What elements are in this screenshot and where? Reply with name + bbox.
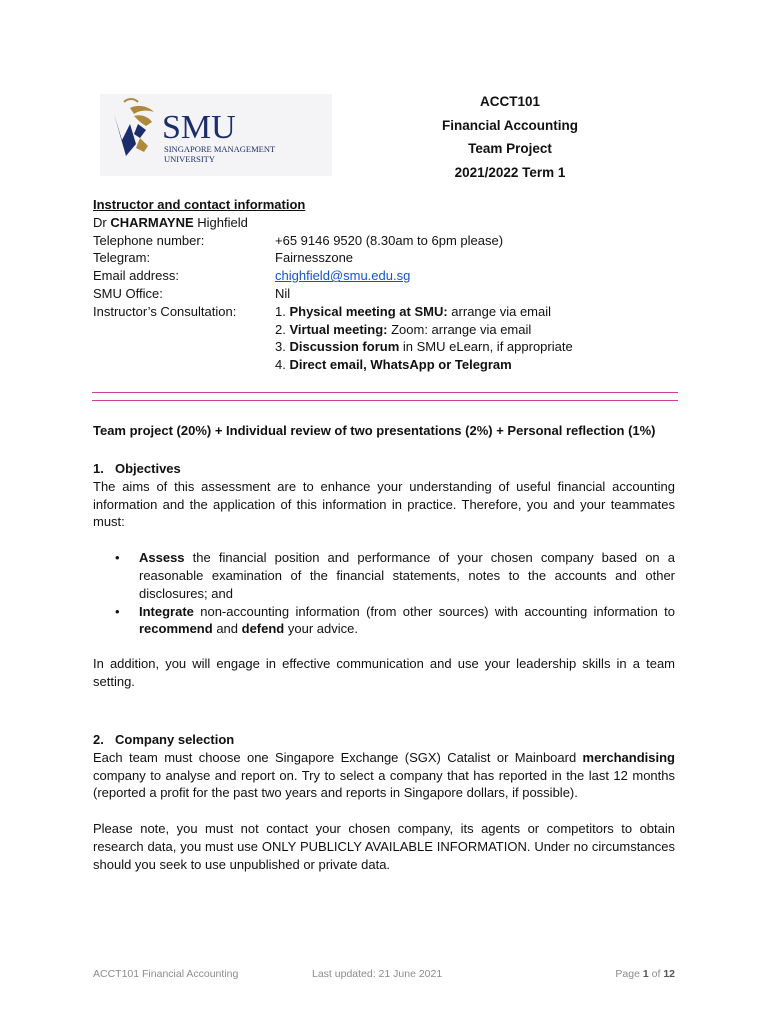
document-title-block xyxy=(410,90,610,184)
divider-line xyxy=(92,400,678,401)
contact-value: Fairnesszone xyxy=(275,250,354,266)
smu-lion-logo-icon xyxy=(100,94,332,176)
contact-label: Instructor’s Consultation: xyxy=(93,303,237,319)
instructor-heading: Instructor and contact information xyxy=(93,197,306,212)
objectives-section xyxy=(93,460,675,691)
footer-course: ACCT101 Financial Accounting xyxy=(93,968,239,980)
contact-row-telephone xyxy=(93,232,693,250)
document-title: Team Project xyxy=(468,141,552,156)
svg-text:SINGAPORE MANAGEMENT: SINGAPORE MANAGEMENT xyxy=(164,144,276,154)
course-name: Financial Accounting xyxy=(441,117,578,133)
objectives-intro: The aims of this assessment are to enhance your understanding of useful financial accounting information and the application of this information in practice. Therefore, you and your teammates must: xyxy=(93,478,675,530)
instructor-contact-section xyxy=(93,196,693,374)
contact-row-email xyxy=(93,267,693,285)
objectives-list xyxy=(93,549,675,638)
contact-label: Telegram: xyxy=(93,250,151,266)
svg-text:UNIVERSITY: UNIVERSITY xyxy=(164,154,215,164)
consultation-item: 4. Direct email, WhatsApp or Telegram xyxy=(275,357,512,373)
company-selection-para-2: Please note, you must not contact your chosen company, its agents or competitors to obtain research data, you must use ONLY PUBLICLY AVAILABLE INFORMATION. Under no circumstances should you seek to use unpublished or private data. xyxy=(93,821,675,872)
assessment-weighting: Team project (20%) + Individual review of two presentations (2%) + Personal reflection (1%) xyxy=(93,423,656,438)
contact-label: Email address: xyxy=(93,268,179,284)
contact-row-office xyxy=(93,285,693,303)
name-suffix: Highfield xyxy=(193,214,248,230)
name-prefix: Dr xyxy=(93,214,111,230)
list-item: • Assess the financial position and performance of your chosen company based on a reasonable examination of the financial statements, notes to the accounts and other disclosures; and xyxy=(115,550,675,601)
smu-logo xyxy=(100,94,332,176)
section-heading: 1. Objectives xyxy=(93,461,181,476)
contact-label: Telephone number: xyxy=(93,232,205,248)
contact-row-consultation xyxy=(93,303,693,374)
consultation-item: 2. Virtual meeting: Zoom: arrange via email xyxy=(275,321,532,337)
contact-value: Nil xyxy=(275,285,291,301)
consultation-item: 1. Physical meeting at SMU: arrange via email xyxy=(275,303,552,319)
contact-value: +65 9146 9520 (8.30am to 6pm please) xyxy=(275,232,504,248)
company-selection-section xyxy=(93,731,675,874)
svg-text:SMU: SMU xyxy=(162,109,236,146)
contact-row-telegram xyxy=(93,249,693,267)
contact-label: SMU Office: xyxy=(93,285,163,301)
objectives-closing: In addition, you will engage in effective communication and use your leadership skills in a team setting. xyxy=(93,656,675,689)
course-code: ACCT101 xyxy=(479,94,541,109)
name-surname-bold: CHARMAYNE xyxy=(110,214,194,230)
company-selection-para-1: Each team must choose one Singapore Exchange (SGX) Catalist or Mainboard merchandising company to analyse and report on. Try to select a company that has reported in the last 12 months (reported a profit for the past two years and reports in Singapore dollars, if possible). xyxy=(93,749,675,801)
email-link[interactable]: chighfield@smu.edu.sg xyxy=(275,268,411,284)
term-label: 2021/2022 Term 1 xyxy=(454,164,566,180)
consultation-item: 3. Discussion forum in SMU eLearn, if appropriate xyxy=(275,339,573,355)
footer-updated: Last updated: 21 June 2021 xyxy=(312,968,443,980)
divider-line xyxy=(92,392,678,393)
list-item: • Integrate non-accounting information (from other sources) with accounting information to recommend and defend your advice. xyxy=(115,603,675,637)
section-heading: 2. Company selection xyxy=(93,732,235,747)
footer-page-number: Page 1 of 12 xyxy=(615,968,675,980)
instructor-name xyxy=(93,214,693,232)
